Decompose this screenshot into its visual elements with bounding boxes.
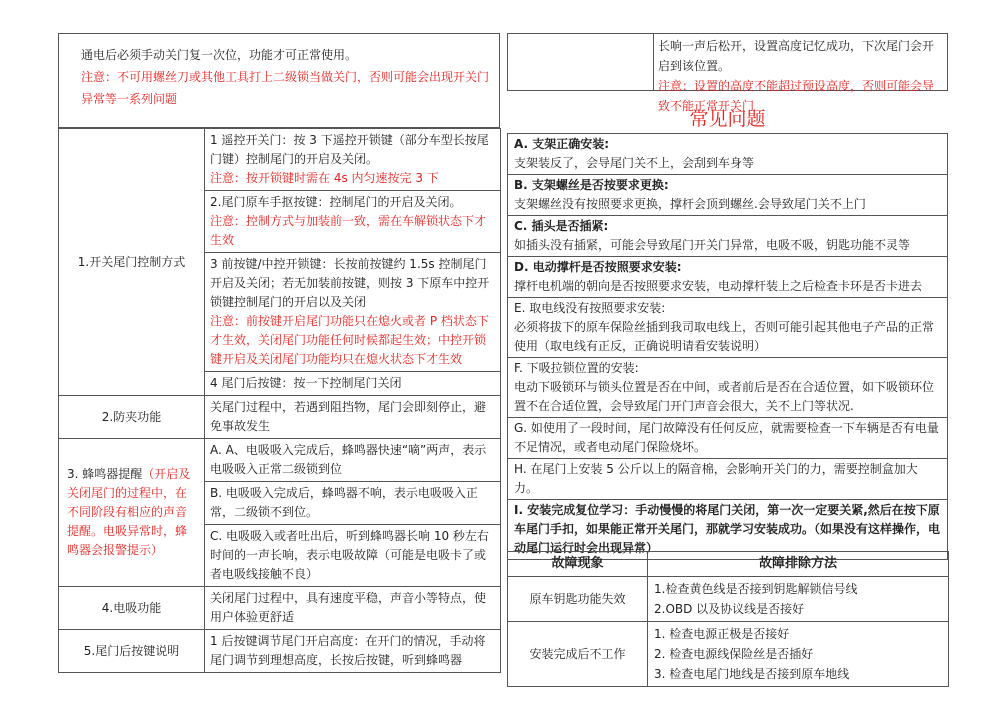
fault-solution-no-work: 1. 检查电源正极是否接好 2. 检查电源线保险丝是否插好 3. 检查电尾门地线是否接到原车地线 <box>648 622 949 687</box>
row-label-rear-button: 5.尾门后按键说明 <box>59 630 205 673</box>
continuation-note: 注意：设置的高度不能超过预设高度，否则可能会导致不能正常开关门 <box>658 79 935 113</box>
intro-text: 通电后必须手动关门复一次位，功能才可正常使用。 <box>81 48 358 62</box>
function-table <box>58 128 501 673</box>
fault-solution-key: 1.检查黄色线是否接到钥匙解锁信号线 2.OBD 以及协议线是否接好 <box>648 577 949 622</box>
row-label-anti-pinch: 2.防夹功能 <box>59 396 205 439</box>
rear-button-text: 1 后按键调节尾门开启高度：在开门的情况，手动将尾门调节到理想高度，长按后按键，听到蜂鸣器 <box>205 630 501 673</box>
fault-header-solution: 故障排除方法 <box>648 552 949 577</box>
faq-item-b: B. 支架螺丝是否按要求更换: 支架螺丝没有按照要求更换，撑杆会顶到螺丝.会导致尾门关不上门 <box>508 175 948 216</box>
faq-item-d: D. 电动撑杆是否按照要求安装: 撑杆电机端的朝向是否按照要求安装，电动撑杆装上之后检查卡环是否卡进去 <box>508 257 948 298</box>
faq-item-c: C. 插头是否插紧: 如插头没有插紧，可能会导致尾门开关门异常，电吸不吸，钥匙功能不灵等 <box>508 216 948 257</box>
control-rear-button: 4 尾门后按键：按一下控制尾门关闭 <box>205 372 501 396</box>
faq-item-a: A. 支架正确安装: 支架装反了，会导尾门关不上，会刮到车身等 <box>508 134 948 175</box>
row-label-buzzer: 3. 蜂鸣器提醒（开启及关闭尾门的过程中，在不同阶段有相应的声音提醒。电吸异常时，蜂鸣器会报警提示） <box>59 439 205 587</box>
faq-item-i: I. 安装完成复位学习：手动慢慢的将尾门关闭，第一次一定要关紧,然后在按下原车尾门手扣，如果能正常开关尾门，那就学习安装成功。（如果没有这样操作，电动尾门运行时会出现异常） <box>508 500 948 560</box>
row-label-suction: 4.电吸功能 <box>59 587 205 630</box>
faq-item-g: G. 如使用了一段时间，尾门故障没有任何反应，就需要检查一下车辆是否有电量不足情况，或者电动尾门保险烧坏。 <box>508 418 948 459</box>
fault-table <box>507 551 949 687</box>
control-front-button: 3 前按键/中控开锁键：长按前按键约 1.5s 控制尾门开启及关闭；若无加装前按键，则按 3 下原车中控开锁键控制尾门的开启以及关闭 注意：前按键开启尾门功能只在熄火或者 P 档状态下才生效，关闭尾门功能任何时候都起生效；中控开锁键开启及关闭尾门功能均只在熄火状态下才生效 <box>205 253 501 372</box>
faq-item-f: F. 下吸拉锁位置的安装: 电动下吸锁环与锁头位置是否在中间，或者前后是否在合适位置，如下吸锁环位置不在合适位置，会导致尾门开门声音会很大，关不上门等状况. <box>508 358 948 418</box>
buzzer-b: B. 电吸吸入完成后，蜂鸣器不响，表示电吸吸入正常，二级锁不到位。 <box>205 482 501 525</box>
suction-text: 关闭尾门过程中，具有速度平稳，声音小等特点，使用户体验更舒适 <box>205 587 501 630</box>
control-handle: 2.尾门原车手抠按键：控制尾门的开启及关闭。 注意：控制方式与加装前一致，需在车解锁状态下才生效 <box>205 191 501 253</box>
anti-pinch-text: 关尾门过程中，若遇到阻挡物，尾门会即刻停止，避免事故发生 <box>205 396 501 439</box>
fault-header-symptom: 故障现象 <box>508 552 648 577</box>
faq-item-h: H. 在尾门上安装 5 公斤以上的隔音棉，会影响开关门的力，需要控制盒加大力。 <box>508 459 948 500</box>
continuation-box <box>507 33 948 113</box>
faq-title: 常见问题 <box>689 108 766 130</box>
intro-note: 注意：不可用螺丝刀或其他工具打上二级锁当做关门，否则可能会出现开关门异常等一系列问题 <box>81 70 490 106</box>
control-remote: 1 遥控开关门：按 3 下遥控开锁键（部分车型长按尾门键）控制尾门的开启及关闭。 注意：按开锁键时需在 4s 内匀速按完 3 下 <box>205 129 501 191</box>
fault-symptom-key: 原车钥匙功能失效 <box>508 577 648 622</box>
continuation-text: 长响一声后松开，设置高度记忆成功，下次尾门会开启到该位置。 <box>658 39 935 73</box>
buzzer-a: A. A、电吸吸入完成后，蜂鸣器快速“嘀”两声，表示电吸吸入正常二级锁到位 <box>205 439 501 482</box>
intro-box <box>58 33 500 128</box>
buzzer-c: C. 电吸吸入或者吐出后，听到蜂鸣器长响 10 秒左右时间的一声长响，表示电吸故障（可能是电吸卡了或者电吸线接触不良） <box>205 525 501 587</box>
faq-table <box>507 133 948 560</box>
fault-symptom-no-work: 安装完成后不工作 <box>508 622 648 687</box>
faq-item-e: E. 取电线没有按照要求安装: 必须将拔下的原车保险丝插到我司取电线上，否则可能引起其他电子产品的正常使用（取电线有正反，正确说明请看安装说明） <box>508 298 948 358</box>
row-label-control: 1.开关尾门控制方式 <box>59 129 205 396</box>
